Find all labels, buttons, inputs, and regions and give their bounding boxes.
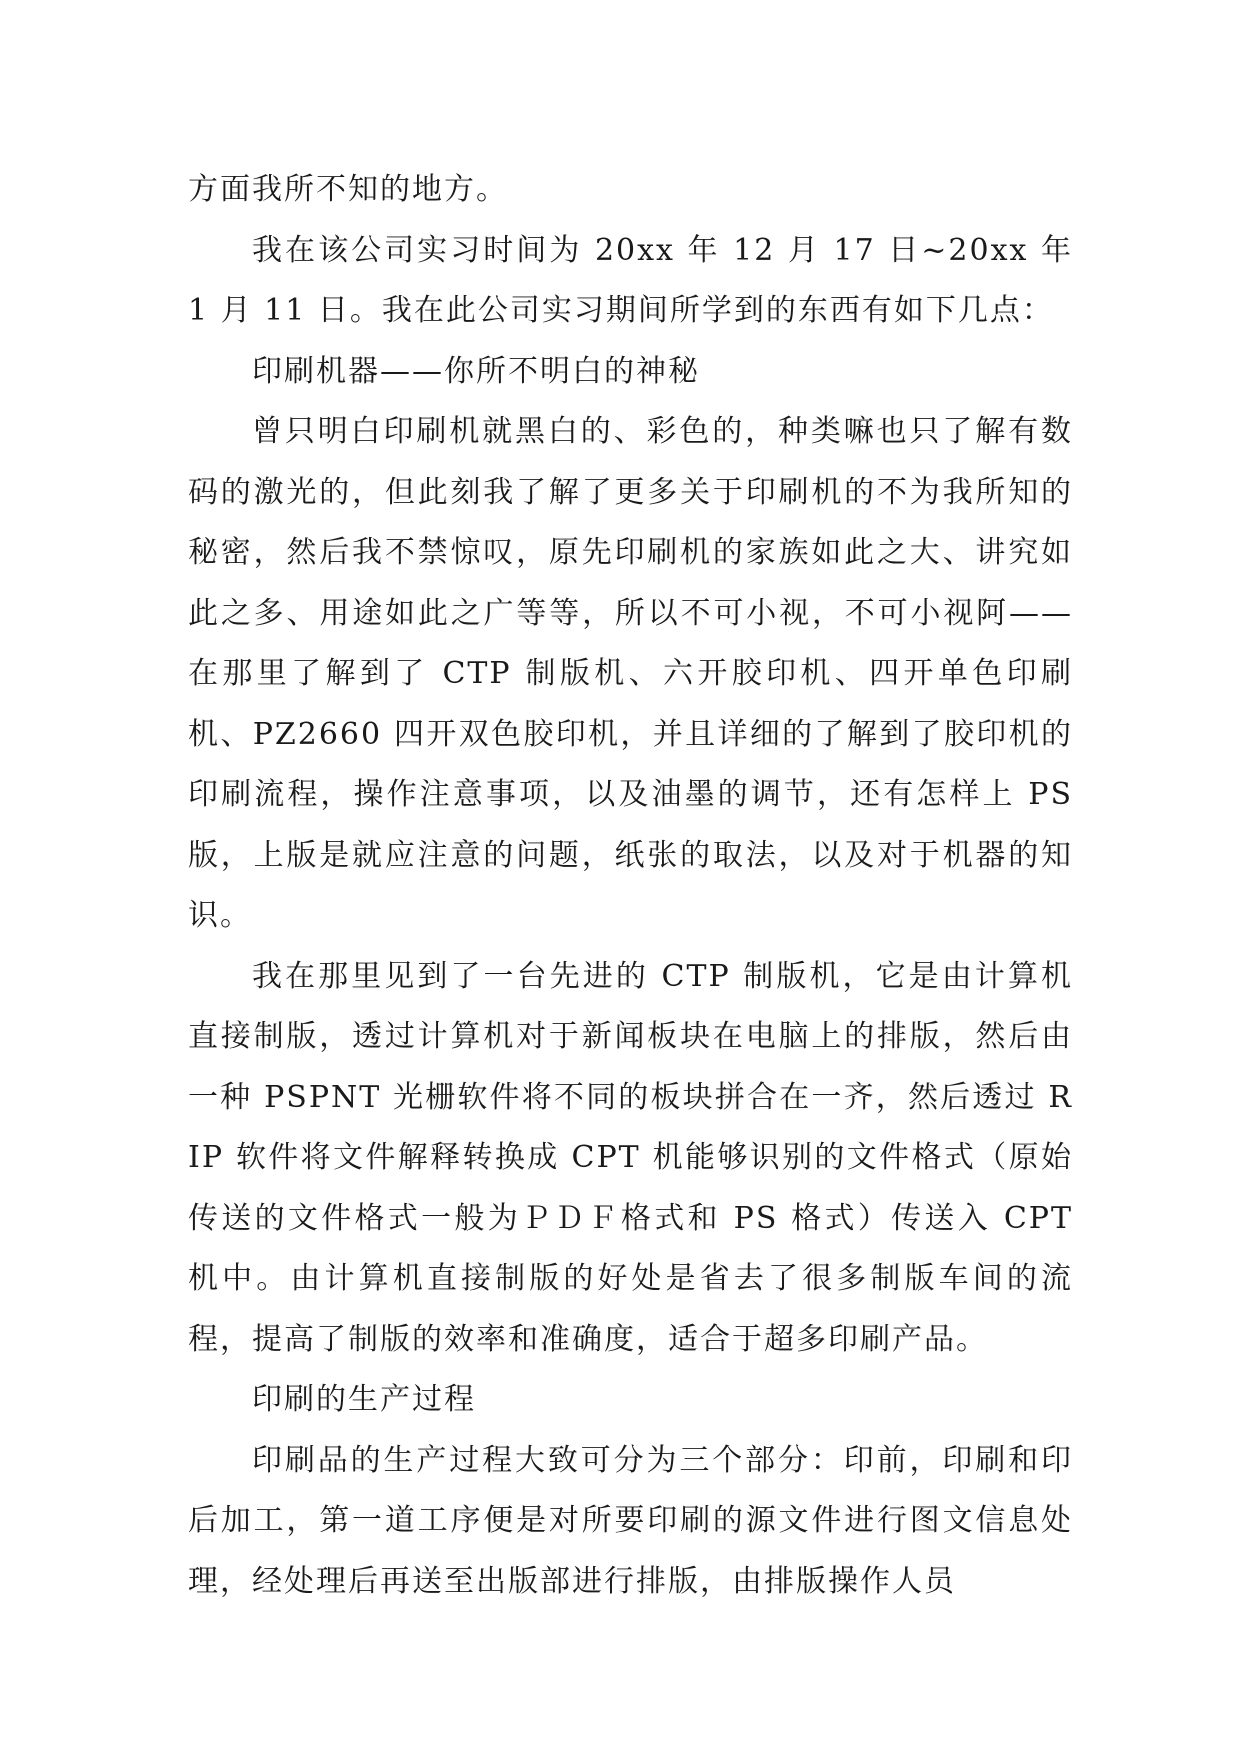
section-heading-production-process: 印刷的生产过程 xyxy=(252,1382,476,1417)
paragraph-printing-machines: 曾只明白印刷机就黑白的、彩色的，种类嘛也只了解有数码的激光的，但此刻我了解了更多关于印刷机的不为我所知的秘密，然后我不禁惊叹，原先印刷机的家族如此之大、讲究如此之多、用途如此之广等等，所以不可小视，不可小视阿——在那里了解到了 CTP 制版机、六开胶印机、四开单色印刷机、PZ2660 四开双色胶印机，并且详细的了解到了胶印机的印刷流程，操作注意事项，以及油墨的调节，还有怎样上 PS 版，上版是就应注意的问题，纸张的取法，以及对于机器的知识。 xyxy=(188,414,1073,933)
paragraph-ctp-platemaker: 我在那里见到了一台先进的 CTP 制版机，它是由计算机直接制版，透过计算机对于新闻板块在电脑上的排版，然后由一种 PSPNT 光栅软件将不同的板块拼合在一齐，然后透过 RIP 软件将文件解释转换成 CPT 机能够识别的文件格式（原始传送的文件格式一般为ＰＤＦ格式和 PS 格式）传送入 CPT 机中。由计算机直接制版的好处是省去了很多制版车间的流程，提高了制版的效率和准确度，适合于超多印刷产品。 xyxy=(188,958,1073,1357)
paragraph-continuation: 方面我所不知的地方。 xyxy=(188,172,508,207)
document-body xyxy=(188,160,1073,1612)
paragraph-internship-period: 我在该公司实习时间为 20xx 年 12 月 17 日~20xx 年 1 月 11 日。我在此公司实习期间所学到的东西有如下几点： xyxy=(188,232,1073,328)
section-heading-printing-machines: 印刷机器——你所不明白的神秘 xyxy=(252,353,700,389)
paragraph-production-process: 印刷品的生产过程大致可分为三个部分：印前，印刷和印后加工，第一道工序便是对所要印刷的源文件进行图文信息处理，经处理后再送至出版部进行排版，由排版操作人员 xyxy=(188,1442,1073,1599)
